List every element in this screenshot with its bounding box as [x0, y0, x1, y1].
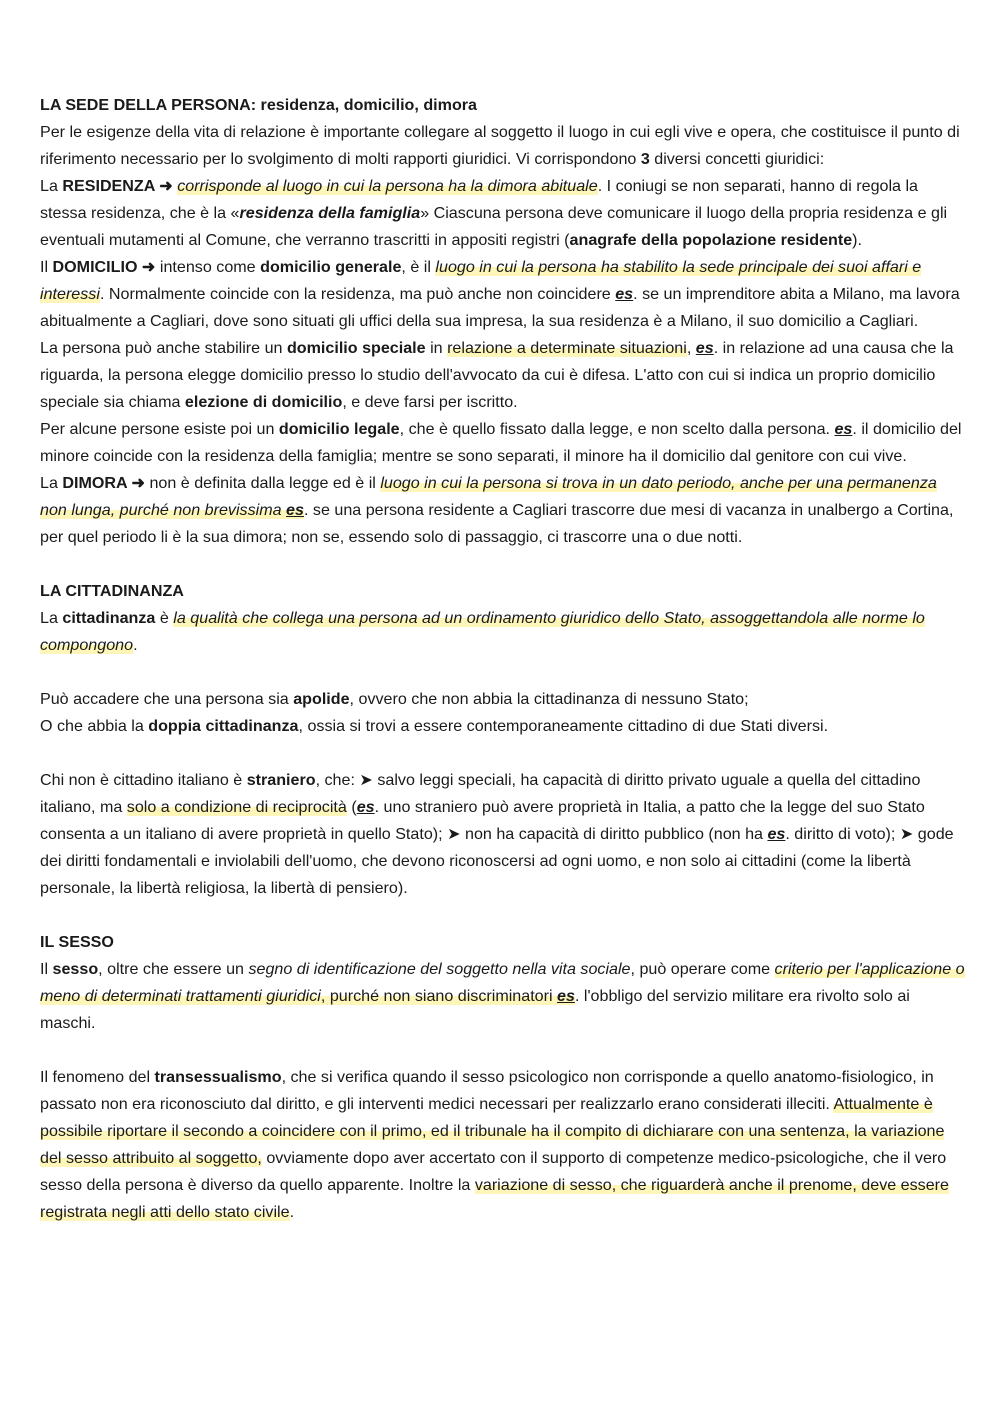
text: Per le esigenze della vita di relazione è importante collegare al soggetto il luogo in cui egli vive e opera, che costituisce il punto di riferimento necessario per lo svolgimento di molti rapporti giuridici. Vi corrispondono — [40, 123, 960, 168]
spacer — [40, 659, 965, 686]
paragraph-dimora — [40, 470, 965, 551]
bold-text: straniero — [246, 771, 316, 789]
bold-text: anagrafe della popolazione residente — [569, 231, 853, 249]
spacer — [40, 740, 965, 767]
paragraph-straniero — [40, 767, 965, 902]
text: O che abbia la — [40, 717, 149, 735]
text: intenso come — [159, 258, 261, 276]
highlighted-definition: luogo in cui la persona si trova in un dato periodo, anche per una permanenza non lunga, purché non brevissima — [40, 474, 937, 519]
text: ovviamente dopo aver accertato con il supporto di competenze medico-psicologiche, che il vero sesso della persona è diverso da quello apparente. Inoltre la — [40, 1149, 947, 1194]
section-title: LA SEDE DELLA PERSONA: residenza, domicilio, dimora — [40, 96, 477, 114]
highlighted-definition: criterio per l'applicazione o meno di determinati trattamenti giuridici — [40, 960, 965, 1005]
bold-text: transessualismo — [154, 1068, 282, 1086]
italic-text: segno di identificazione del soggetto nella vita sociale — [248, 960, 631, 978]
paragraph-cittadinanza — [40, 605, 965, 659]
bold-text: 3 — [640, 150, 650, 168]
text: , è il — [401, 258, 436, 276]
example-marker: es — [356, 798, 375, 816]
text: La — [40, 474, 63, 492]
paragraph-apolide — [40, 686, 965, 713]
term-dimora: DIMORA ➜ — [62, 474, 150, 492]
text: La — [40, 177, 63, 195]
paragraph-sesso — [40, 956, 965, 1037]
paragraph-domicilio-speciale — [40, 335, 965, 416]
example-marker: es — [557, 987, 575, 1005]
text: Chi non è cittadino italiano è — [40, 771, 247, 789]
text: , e deve farsi per iscritto. — [342, 393, 518, 411]
paragraph-intro — [40, 119, 965, 173]
highlighted-text: solo a condizione di reciprocità — [126, 798, 347, 816]
text: » Ciascuna persona deve comunicare il luogo della propria residenza e gli eventuali mutamenti al Comune, che verranno trascritti in appositi registri ( — [40, 204, 948, 249]
text: La persona può anche stabilire un — [40, 339, 287, 357]
text: Il fenomeno del — [40, 1068, 155, 1086]
section-title: LA CITTADINANZA — [40, 582, 184, 600]
text: , che si verifica quando il sesso psicologico non corrisponde a quello anatomo-fisiologico, in passato non era riconosciuto dal diritto, e gli interventi medici necessari per realizzarlo erano considerati illeciti. — [40, 1068, 934, 1113]
highlighted-definition: corrisponde al luogo in cui la persona ha la dimora abituale — [177, 177, 598, 195]
text: . — [133, 636, 138, 654]
text: , ovvero che non abbia la cittadinanza di nessuno Stato; — [349, 690, 749, 708]
section-sede-persona — [40, 92, 965, 551]
text: ). — [852, 231, 862, 249]
bold-text: apolide — [293, 690, 350, 708]
text: . Normalmente coincide con la residenza, ma può anche non coincidere — [99, 285, 616, 303]
text: , ossia si trovi a essere contemporaneamente cittadino di due Stati diversi. — [298, 717, 829, 735]
spacer — [40, 551, 965, 578]
text: . se una persona residente a Cagliari trascorre due mesi di vacanza in unalbergo a Cortina, per quel periodo li è la sua dimora; non se, essendo solo di passaggio, ci trascorre una o due notti. — [40, 501, 954, 546]
example-marker: es — [286, 501, 304, 519]
spacer — [40, 1037, 965, 1064]
text: , che è quello fissato dalla legge, e non scelto dalla persona. — [399, 420, 835, 438]
bold-text: domicilio generale — [260, 258, 402, 276]
bold-text: sesso — [52, 960, 99, 978]
section-title: IL SESSO — [40, 933, 114, 951]
text: . I coniugi se non separati, hanno di regola la stessa residenza, che è la « — [40, 177, 919, 222]
text: , può operare come — [630, 960, 775, 978]
text: . in relazione ad una causa che la riguarda, la persona elegge domicilio presso lo studio dell'avvocato da cui è difesa. L'atto con cui si indica un proprio domicilio speciale sia chiama — [40, 339, 954, 411]
paragraph-domicilio — [40, 254, 965, 335]
paragraph-residenza — [40, 173, 965, 254]
bold-text: cittadinanza — [62, 609, 156, 627]
term-residenza: RESIDENZA ➜ — [62, 177, 178, 195]
text: . l'obbligo del servizio militare era rivolto solo ai maschi. — [40, 987, 910, 1032]
bold-text: elezione di domicilio — [184, 393, 343, 411]
text: . uno straniero può avere proprietà in Italia, a patto che la legge del suo Stato consenta a un italiano di avere proprietà in quello Stato); ➤ non ha capacità di diritto pubblico (non ha — [40, 798, 925, 843]
bold-text: domicilio legale — [278, 420, 400, 438]
section-cittadinanza — [40, 578, 965, 902]
text: non è definita dalla legge ed è il — [149, 474, 381, 492]
text: Il — [40, 258, 53, 276]
paragraph-transessualismo — [40, 1064, 965, 1226]
example-marker: es — [767, 825, 786, 843]
highlighted-text: , purché non siano discriminatori — [320, 987, 558, 1005]
bold-italic-text: residenza della famiglia — [239, 204, 421, 222]
text: , che: ➤ salvo leggi speciali, ha capacità di diritto privato uguale a quella del cittadino italiano, ma — [40, 771, 921, 816]
term-domicilio: DOMICILIO ➜ — [52, 258, 160, 276]
highlighted-definition: la qualità che collega una persona ad un ordinamento giuridico dello Stato, assoggettandola alle norme lo compongono — [40, 609, 925, 654]
document-page — [40, 92, 965, 1226]
text: . se un imprenditore abita a Milano, ma lavora abitualmente a Cagliari, dove sono situati gli uffici della sua impresa, la sua residenza è a Milano, il suo domicilio a Cagliari. — [40, 285, 960, 330]
example-marker: es — [695, 339, 714, 357]
text: in — [425, 339, 448, 357]
bold-text: domicilio speciale — [286, 339, 426, 357]
text: . il domicilio del minore coincide con la residenza della famiglia; mentre se sono separati, il minore ha il domicilio dal genitore con cui vive. — [40, 420, 962, 465]
bold-text: doppia cittadinanza — [148, 717, 299, 735]
text: Il — [40, 960, 53, 978]
text: . — [289, 1203, 295, 1221]
text: diversi concetti giuridici: — [649, 150, 825, 168]
text: ( — [346, 798, 357, 816]
section-sesso — [40, 929, 965, 1226]
highlighted-definition: luogo in cui la persona ha stabilito la sede principale dei suoi affari e interessi — [40, 258, 922, 303]
text: è — [155, 609, 174, 627]
text: , oltre che essere un — [98, 960, 249, 978]
text: , — [686, 339, 696, 357]
text: La — [40, 609, 63, 627]
example-marker: es — [834, 420, 853, 438]
spacer — [40, 902, 965, 929]
example-marker: es — [615, 285, 634, 303]
text: Per alcune persone esiste poi un — [40, 420, 279, 438]
highlighted-text: variazione di sesso, che riguarderà anche il prenome, deve essere registrata negli atti dello stato civile — [40, 1176, 949, 1221]
paragraph-doppia-cittadinanza — [40, 713, 965, 740]
highlighted-text: Attualmente è possibile riportare il secondo a coincidere con il primo, ed il tribunale ha il compito di dichiarare con una sentenza, la variazione del sesso attribuito al soggetto, — [40, 1095, 945, 1167]
paragraph-domicilio-legale — [40, 416, 965, 470]
text: . diritto di voto); ➤ gode dei diritti fondamentali e inviolabili dell'uomo, che devono riconoscersi ad ogni uomo, e non solo ai cittadini (come la libertà personale, la libertà religiosa, la libertà di pensiero). — [40, 825, 954, 897]
highlighted-text: relazione a determinate situazioni — [447, 339, 687, 357]
text: Può accadere che una persona sia — [40, 690, 294, 708]
